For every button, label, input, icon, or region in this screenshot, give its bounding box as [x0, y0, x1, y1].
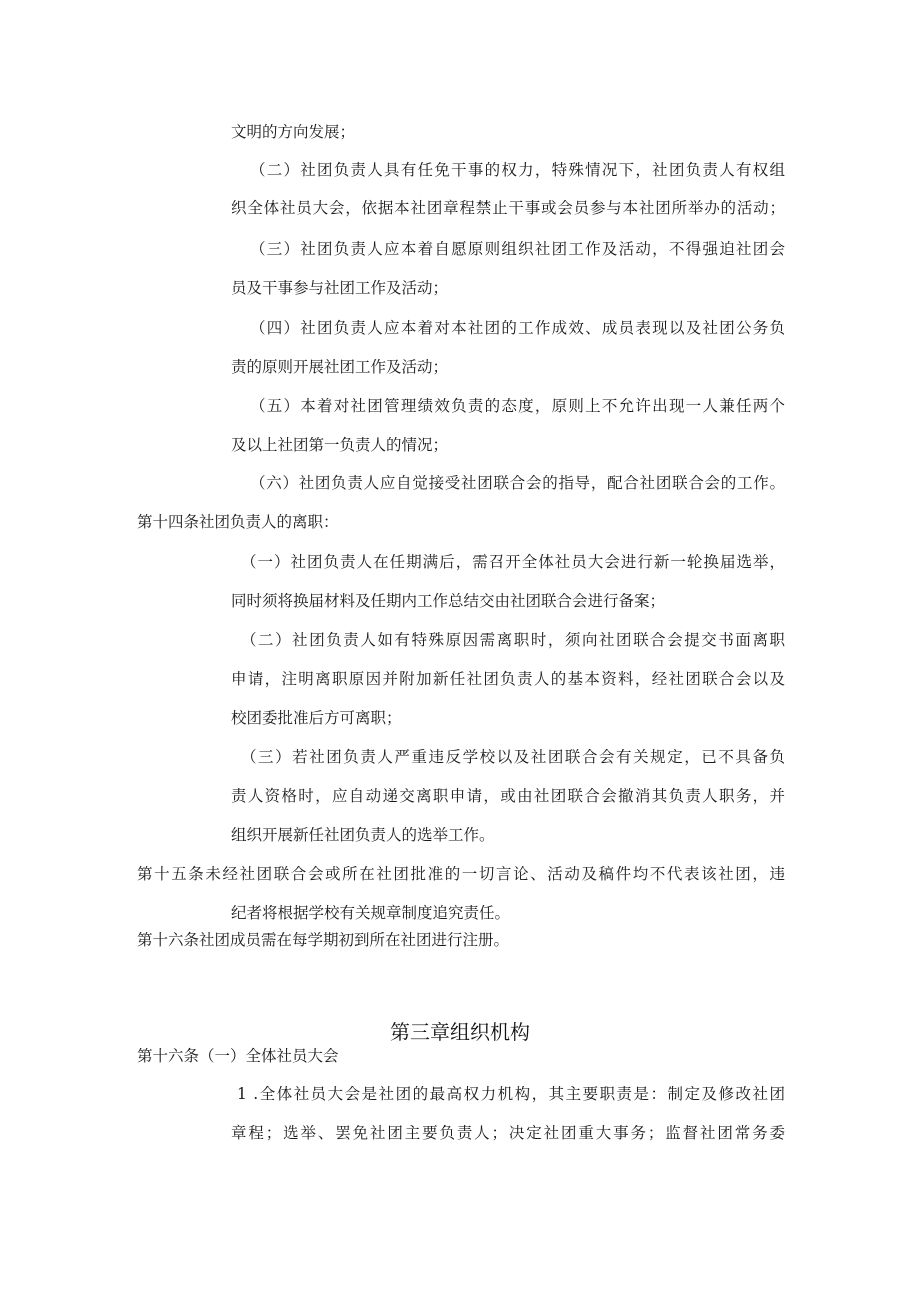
text-line: 申请，注明离职原因并附加新任社团负责人的基本资料，经社团联合会以及 — [231, 670, 785, 688]
text-line: 织全体社员大会，依据本社团章程禁止干事或会员参与本社团所举办的活动； — [231, 199, 785, 217]
article-line: 第十六条社团成员需在每学期初到所在社团进行注册。 — [137, 931, 510, 949]
chapter-heading: 第三章组织机构 — [390, 1019, 530, 1044]
text-line: 校团委批准后方可离职； — [231, 709, 402, 727]
text-line: 1 .全体社员大会是社团的最高权力机构，其主要职责是：制定及修改社团 — [237, 1085, 785, 1103]
text-line: （二）社团负责人如有特殊原因需离职时，须向社团联合会提交书面离职 — [241, 631, 785, 649]
article-line: 第十四条社团负责人的离职： — [137, 513, 339, 531]
article-line: 第十五条未经社团联合会或所在社团批准的一切言论、活动及稿件均不代表该社团，违 — [137, 865, 785, 883]
text-line: 文明的方向发展； — [231, 123, 356, 141]
text-line: （三）若社团负责人严重违反学校以及社团联合会有关规定，已不具备负 — [241, 748, 785, 766]
text-line: （五）本着对社团管理绩效负责的态度，原则上不允许出现一人兼任两个 — [250, 397, 785, 415]
text-line: 纪者将根据学校有关规章制度追究责任。 — [231, 904, 511, 922]
text-line: 同时须将换届材料及任期内工作总结交由社团联合会进行备案； — [231, 592, 666, 610]
text-line: 责的原则开展社团工作及活动； — [231, 358, 449, 376]
text-line: （二）社团负责人具有任免干事的权力，特殊情况下，社团负责人有权组 — [250, 161, 785, 179]
text-line: （四）社团负责人应本着对本社团的工作成效、成员表现以及社团公务负 — [250, 319, 785, 337]
text-line: 组织开展新任社团负责人的选举工作。 — [231, 826, 495, 844]
text-line: （一）社团负责人在任期满后，需召开全体社员大会进行新一轮换届选举， — [241, 553, 785, 571]
text-line: （三）社团负责人应本着自愿原则组织社团工作及活动，不得强迫社团会 — [250, 240, 785, 258]
text-line: 员及干事参与社团工作及活动； — [231, 279, 449, 297]
article-line: 第十六条（一）全体社员大会 — [137, 1047, 339, 1065]
text-line: 责人资格时，应自动递交离职申请，或由社团联合会撤消其负责人职务，并 — [231, 787, 785, 805]
text-line: （六）社团负责人应自觉接受社团联合会的指导，配合社团联合会的工作。 — [250, 474, 785, 492]
text-line: 章程；选举、罢免社团主要负责人；决定社团重大事务；监督社团常务委 — [231, 1124, 785, 1142]
text-line: 及以上社团第一负责人的情况； — [231, 436, 449, 454]
